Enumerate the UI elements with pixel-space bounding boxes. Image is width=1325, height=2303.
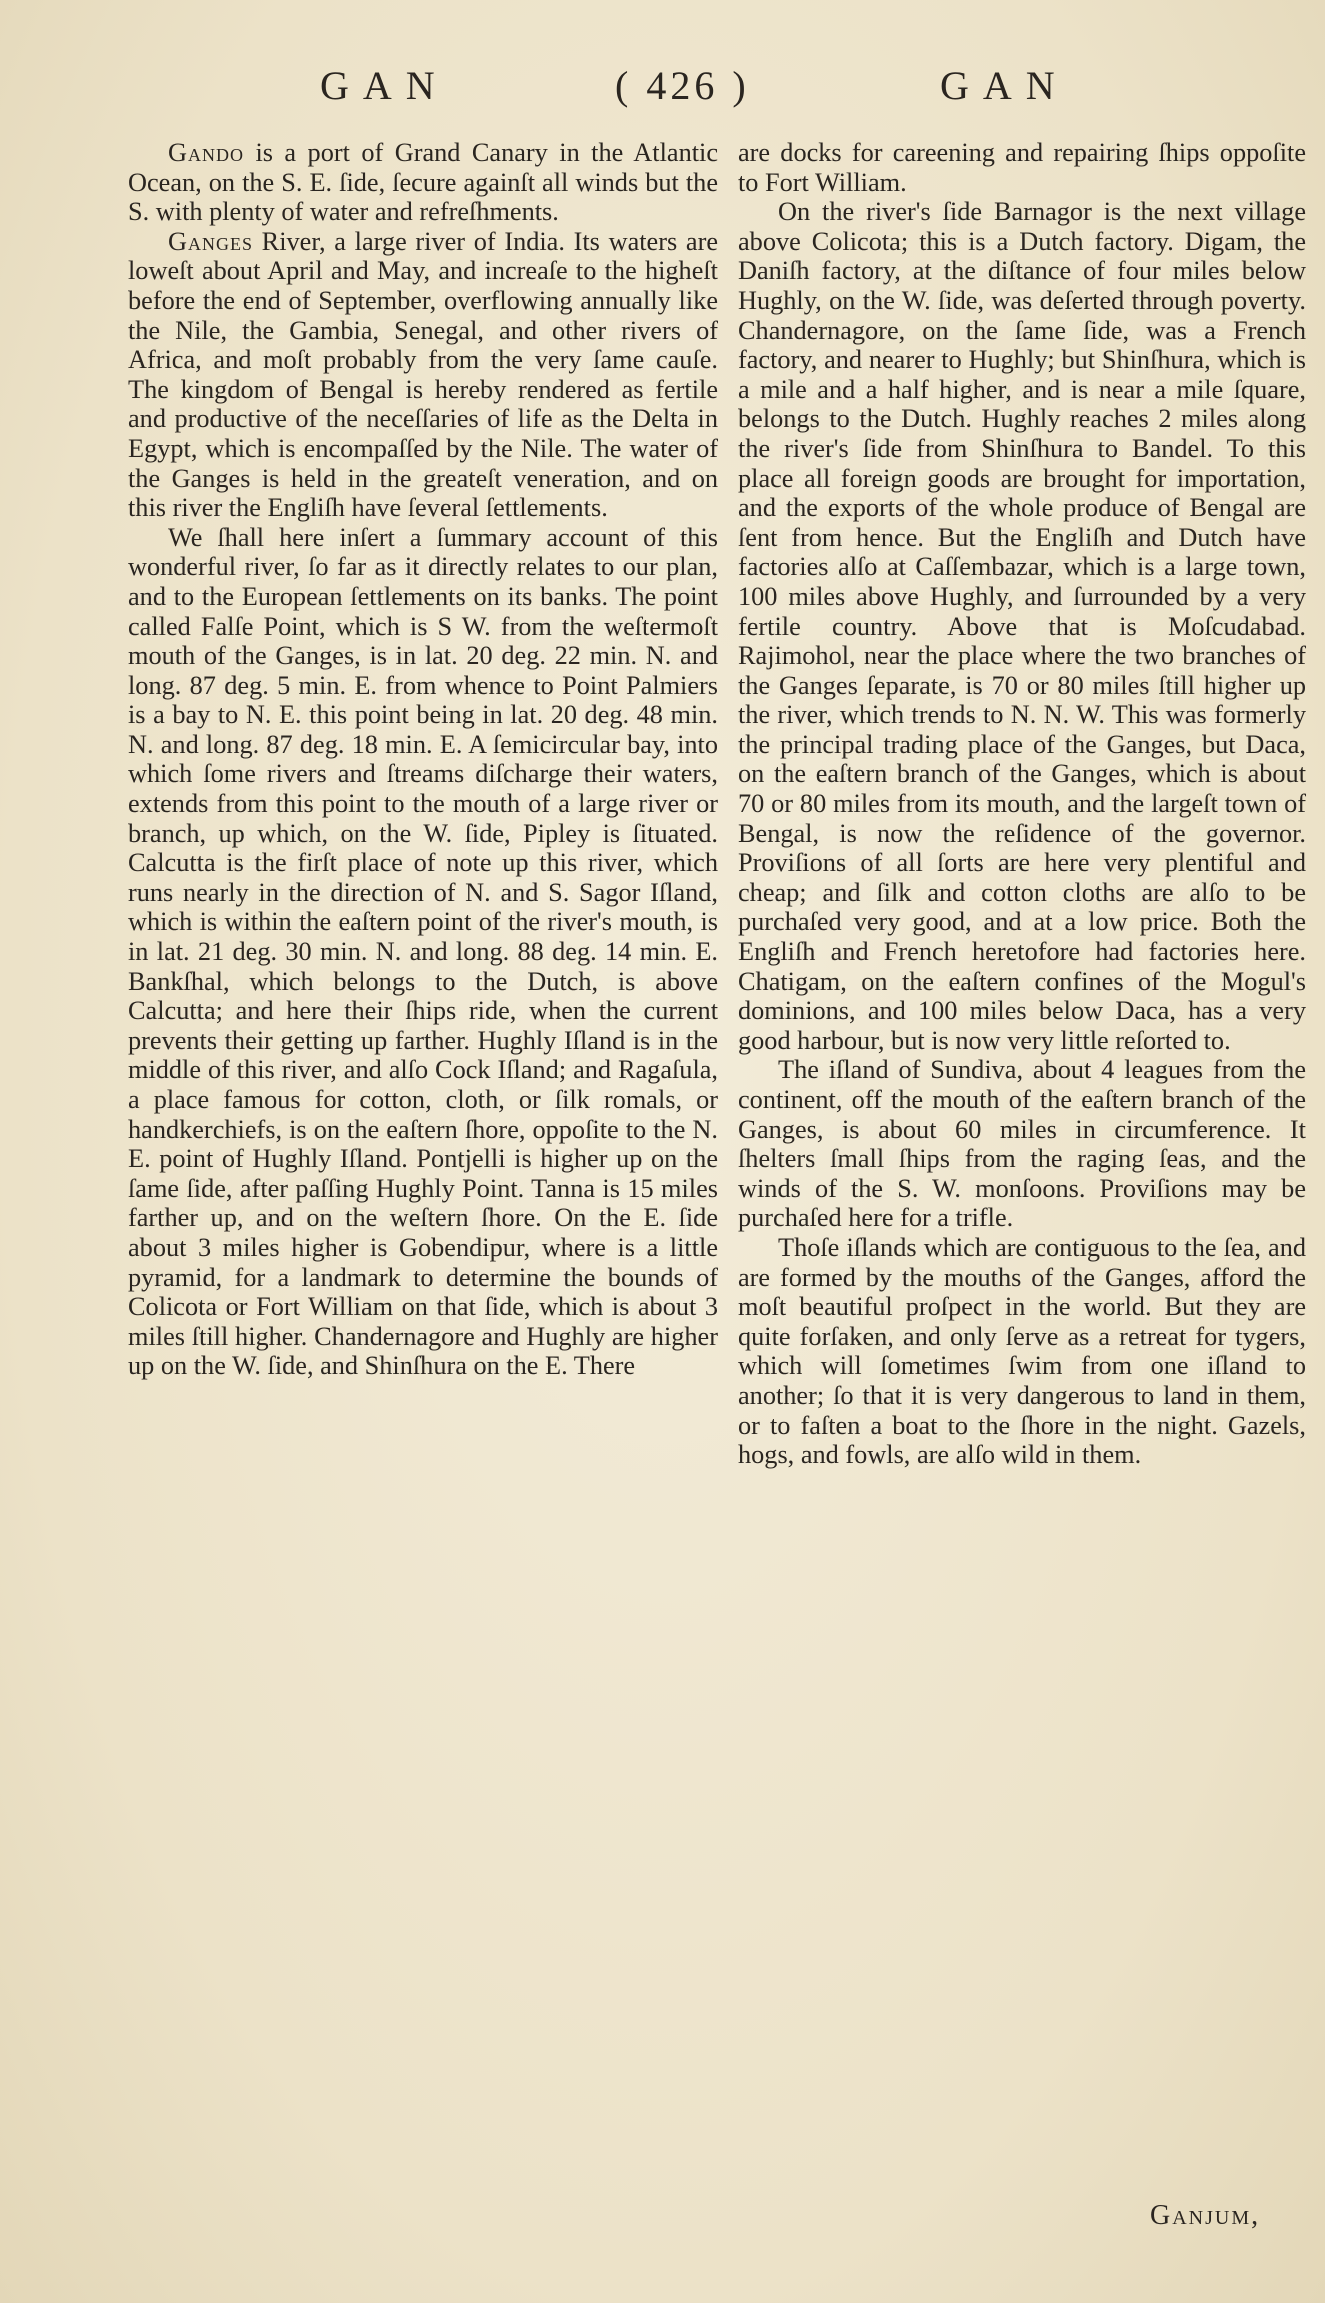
entry-headword-gando: Gando xyxy=(168,138,244,167)
entry-text-ganges: River, a large river of India. Its waters are loweſt about April and May, and increaſe to the higheſt before the end of September, overflowing annually like the Nile, the Gambia, Senegal, and other rivers of Africa, and moſt probably from the very ſame cauſe. The kingdom of Bengal is hereby rendered as fertile and productive of the neceſſaries of life as the Delta in Egypt, which is encompaſſed by the Nile. The water of the Ganges is held in the greateſt veneration, and on this river the Engliſh have ſeveral ſettlements. xyxy=(128,226,718,523)
right-column xyxy=(738,138,1306,1470)
paragraph-islands: Thoſe iſlands which are contiguous to the ſea, and are formed by the mouths of the Ganges, afford the moſt beautiful proſpect in the world. But they are quite forſaken, and only ſerve as a retreat for tygers, which will ſometimes ſwim from one iſland to another; ſo that it is very dangerous to land in them, or to faſten a boat to the ſhore in the night. Gazels, hogs, and fowls, are alſo wild in them. xyxy=(738,1232,1306,1470)
paragraph-summary: We ſhall here inſert a ſummary account of this wonderful river, ſo far as it directly relates to our plan, and to the European ſettlements on its banks. The point called Falſe Point, which is S W. from the weſtermoſt mouth of the Ganges, is in lat. 20 deg. 22 min. N. and long. 87 deg. 5 min. E. from whence to Point Palmiers is a bay to N. E. this point being in lat. 20 deg. 48 min. N. and long. 87 deg. 18 min. E. A ſemicircular bay, into which ſome rivers and ſtreams diſcharge their waters, extends from this point to the mouth of a large river or branch, up which, on the W. ſide, Pipley is ſituated. Calcutta is the firſt place of note up this river, which runs nearly in the direction of N. and S. Sagor Iſland, which is within the eaſtern point of the river's mouth, is in lat. 21 deg. 30 min. N. and long. 88 deg. 14 min. E. Bankſhal, which belongs to the Dutch, is above Calcutta; and here their ſhips ride, when the current prevents their getting up farther. Hughly Iſland is in the middle of this river, and alſo Cock Iſland; and Ragaſula, a place famous for cotton, cloth, or ſilk romals, or handkerchiefs, is on the eaſtern ſhore, oppoſite to the N. E. point of Hughly Iſland. Pontjelli is higher up on the ſame ſide, after paſſing Hughly Point. Tanna is 15 miles farther up, and on the weſtern ſhore. On the E. ſide about 3 miles higher is Gobendipur, where is a little pyramid, for a landmark to determine the bounds of Colicota or Fort William on that ſide, which is about 3 miles ſtill higher. Chandernagore and Hughly are higher up on the W. ſide, and Shinſhura on the E. There xyxy=(128,522,718,1381)
header-left-word: GAN xyxy=(320,63,449,108)
entry-gando xyxy=(128,138,718,227)
paragraph-continuation: are docks for careening and repairing ſhips oppoſite to Fort William. xyxy=(738,138,1306,197)
paragraph-sundiva: The iſland of Sundiva, about 4 leagues from the continent, off the mouth of the eaſtern branch of the Ganges, is about 60 miles in circumference. It ſhelters ſmall ſhips from the raging ſeas, and the winds of the S. W. monſoons. Proviſions may be purchaſed here for a trifle. xyxy=(738,1055,1306,1233)
running-header xyxy=(0,62,1325,122)
entry-ganges xyxy=(128,227,718,523)
paragraph-barnagor: On the river's ſide Barnagor is the next village above Colicota; this is a Dutch factory. Digam, the Daniſh factory, at the diſtance of four miles below Hughly, on the W. ſide, was deſerted through poverty. Chandernagore, on the ſame ſide, was a French factory, and nearer to Hughly; but Shinſhura, which is a mile and a half higher, and is near a mile ſquare, belongs to the Dutch. Hughly reaches 2 miles along the river's ſide from Shinſhura to Bandel. To this place all foreign goods are brought for importation, and the exports of the whole produce of Bengal are ſent from hence. But the Engliſh and Dutch have factories alſo at Caſſembazar, which is a large town, 100 miles above Hughly, and ſurrounded by a very fertile country. Above that is Moſcudabad. Rajimohol, near the place where the two branches of the Ganges ſeparate, is 70 or 80 miles ſtill higher up the river, which trends to N. N. W. This was formerly the principal trading place of the Ganges, but Daca, on the eaſtern branch of the Ganges, which is about 70 or 80 miles from its mouth, and the largeſt town of Bengal, is now the reſidence of the governor. Proviſions of all ſorts are here very plentiful and cheap; and ſilk and cotton cloths are alſo to be purchaſed very good, and at a low price. Both the Engliſh and French heretofore had factories here. Chatigam, on the eaſtern confines of the Mogul's dominions, and 100 miles below Daca, has a very good harbour, but is now very little reſorted to. xyxy=(738,197,1306,1055)
entry-text-gando: is a port of Grand Canary in the Atlantic Ocean, on the S. E. ſide, ſecure againſt all winds but the S. with plenty of water and refreſhments. xyxy=(128,138,718,227)
page-number: ( 426 ) xyxy=(615,63,750,108)
left-column xyxy=(128,138,718,1381)
entry-headword-ganges: Ganges xyxy=(168,226,253,256)
catchword: Ganjum, xyxy=(1150,2200,1261,2231)
header-right-word: GAN xyxy=(940,63,1069,108)
